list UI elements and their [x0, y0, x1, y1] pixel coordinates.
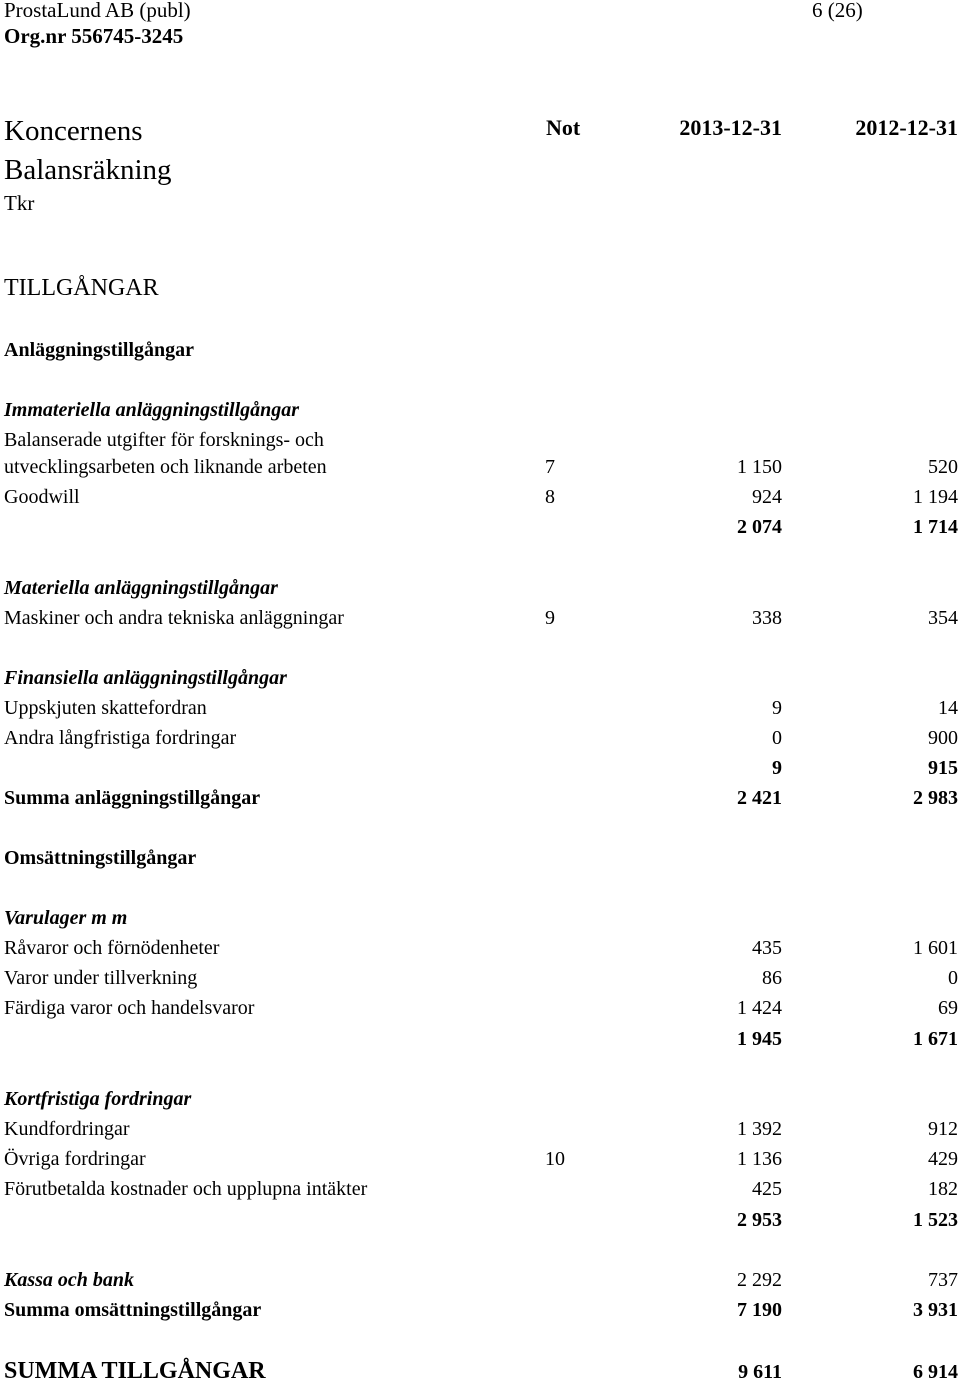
- subtotal-previous: 915: [928, 757, 958, 779]
- company-name: ProstaLund AB (publ): [4, 0, 191, 22]
- row-value-previous: 182: [928, 1178, 958, 1200]
- subtotal-current: 2 953: [737, 1209, 782, 1231]
- subtotal-current: 2 074: [737, 516, 782, 538]
- row-value-previous: 900: [928, 727, 958, 749]
- subtotal-current: 1 945: [737, 1028, 782, 1050]
- column-header-previous: 2012-12-31: [855, 115, 958, 140]
- row-label: Färdiga varor och handelsvaror: [4, 997, 255, 1019]
- row-label: Maskiner och andra tekniska anläggningar: [4, 607, 344, 629]
- row-value-previous: 520: [928, 456, 958, 478]
- page-number: 6 (26): [812, 0, 863, 22]
- row-value-previous: 737: [928, 1269, 958, 1291]
- row-value-previous: 14: [938, 697, 958, 719]
- subgroup-heading-financial: Finansiella anläggningstillgångar: [4, 667, 287, 689]
- row-label: Uppskjuten skattefordran: [4, 697, 207, 719]
- row-value-current: 338: [752, 607, 782, 629]
- row-value-current: 924: [752, 486, 782, 508]
- subgroup-heading-receivables: Kortfristiga fordringar: [4, 1088, 192, 1110]
- row-note: 7: [545, 456, 555, 478]
- row-value-current: 86: [762, 967, 782, 989]
- row-value-previous: 912: [928, 1118, 958, 1140]
- section-heading: TILLGÅNGAR: [4, 275, 159, 301]
- subtotal-previous: 1 671: [913, 1028, 958, 1050]
- row-value-previous: 1 194: [913, 486, 958, 508]
- row-label: Råvaror och förnödenheter: [4, 937, 220, 959]
- row-label: utvecklingsarbeten och liknande arbeten: [4, 456, 327, 478]
- subtotal-current: 9: [772, 757, 782, 779]
- total-current: 7 190: [737, 1299, 782, 1321]
- row-label: Varor under tillverkning: [4, 967, 198, 989]
- total-label: Summa anläggningstillgångar: [4, 787, 261, 809]
- row-value-current: 1 392: [737, 1118, 782, 1140]
- row-value-current: 1 150: [737, 456, 782, 478]
- row-label: Kundfordringar: [4, 1118, 130, 1140]
- row-value-current: 425: [752, 1178, 782, 1200]
- page-title-line2: Balansräkning: [4, 154, 172, 186]
- subgroup-heading-intangible: Immateriella anläggningstillgångar: [4, 399, 300, 421]
- subtotal-previous: 1 714: [913, 516, 958, 538]
- row-value-current: 9: [772, 697, 782, 719]
- total-current: 2 421: [737, 787, 782, 809]
- grand-total-current: 9 611: [738, 1361, 782, 1383]
- column-header-note: Not: [546, 115, 581, 140]
- total-previous: 2 983: [913, 787, 958, 809]
- subgroup-heading-inventory: Varulager m m: [4, 907, 128, 929]
- row-label: Goodwill: [4, 486, 80, 508]
- org-number: Org.nr 556745-3245: [4, 24, 184, 48]
- row-value-current: 2 292: [737, 1269, 782, 1291]
- total-label: Summa omsättningstillgångar: [4, 1299, 262, 1321]
- row-value-current: 0: [772, 727, 782, 749]
- row-note: 9: [545, 607, 555, 629]
- total-previous: 3 931: [913, 1299, 958, 1321]
- group-heading-current-assets: Omsättningstillgångar: [4, 847, 197, 869]
- row-value-previous: 1 601: [913, 937, 958, 959]
- row-note: 8: [545, 486, 555, 508]
- unit-label: Tkr: [4, 191, 35, 215]
- row-label: Förutbetalda kostnader och upplupna intäkter: [4, 1178, 368, 1200]
- grand-total-label: SUMMA TILLGÅNGAR: [4, 1358, 266, 1384]
- page-title-line1: Koncernens: [4, 115, 143, 147]
- grand-total-previous: 6 914: [913, 1361, 958, 1383]
- group-heading-fixed-assets: Anläggningstillgångar: [4, 339, 195, 361]
- column-header-current: 2013-12-31: [679, 115, 782, 140]
- subgroup-heading-tangible: Materiella anläggningstillgångar: [4, 577, 278, 599]
- row-label: Balanserade utgifter för forsknings- och: [4, 429, 324, 451]
- row-value-previous: 354: [928, 607, 958, 629]
- row-value-previous: 429: [928, 1148, 958, 1170]
- row-value-previous: 69: [938, 997, 958, 1019]
- row-value-current: 1 424: [737, 997, 782, 1019]
- row-label-cash: Kassa och bank: [4, 1269, 135, 1291]
- row-label: Övriga fordringar: [4, 1148, 146, 1170]
- row-value-previous: 0: [948, 967, 958, 989]
- row-label: Andra långfristiga fordringar: [4, 727, 237, 749]
- subtotal-previous: 1 523: [913, 1209, 958, 1231]
- row-note: 10: [545, 1148, 565, 1170]
- row-value-current: 435: [752, 937, 782, 959]
- row-value-current: 1 136: [737, 1148, 782, 1170]
